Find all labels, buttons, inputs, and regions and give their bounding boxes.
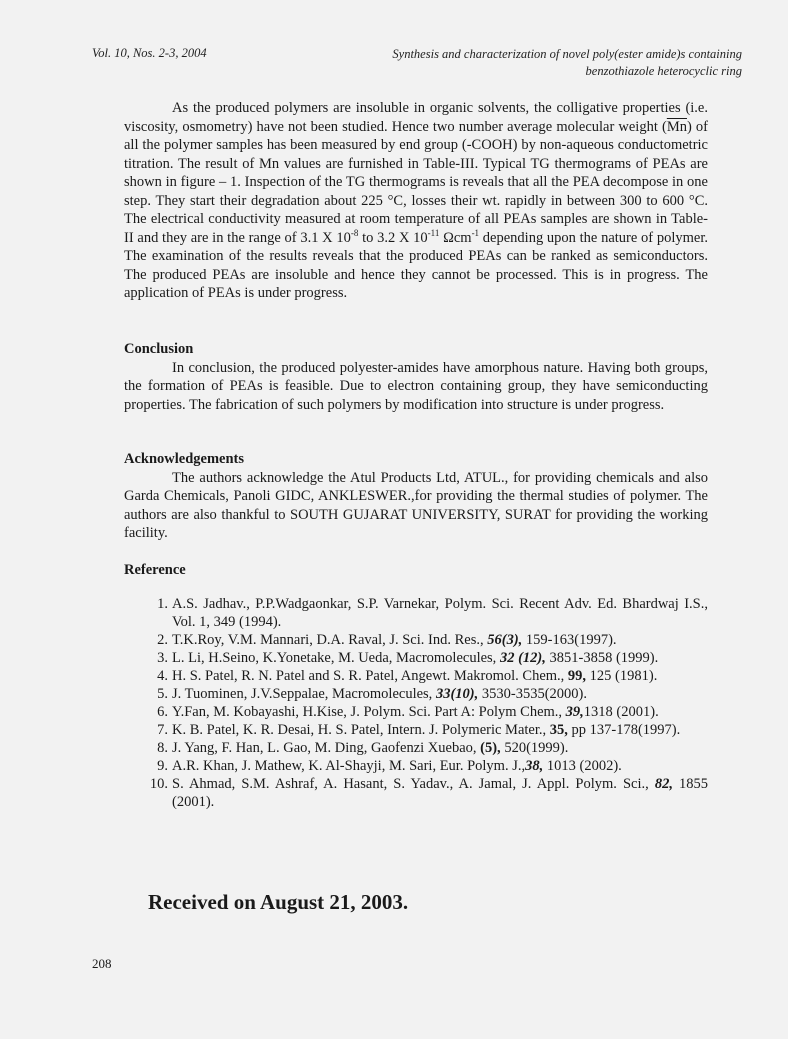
reference-pages: 520(1999). bbox=[500, 740, 569, 756]
reference-list bbox=[148, 595, 708, 811]
reference-text: A.R. Khan, J. Mathew, K. Al-Shayji, M. Sari, Eur. Polym. J., bbox=[172, 758, 526, 774]
conclusion-text: In conclusion, the produced polyester-amides have amorphous nature. Having both groups, the formation of PEAs is feasible. Due to electron containing group, they have semiconducting properties. The fabrication of such polymers by modification into structure is under progress. bbox=[124, 359, 708, 413]
page-number: 208 bbox=[92, 956, 112, 971]
reference-item bbox=[148, 595, 708, 631]
reference-pages: 125 (1981). bbox=[586, 668, 658, 684]
reference-number: 8. bbox=[157, 740, 168, 756]
reference-pages: 3530-3535(2000). bbox=[478, 686, 587, 702]
reference-pages: 1318 (2001). bbox=[583, 704, 659, 720]
reference-text: L. Li, H.Seino, K.Yonetake, M. Ueda, Macromolecules, bbox=[172, 650, 500, 666]
mn-overline: $\overline{Mn}$ bbox=[666, 118, 687, 135]
reference-section bbox=[124, 561, 708, 580]
reference-text: Y.Fan, M. Kobayashi, H.Kise, J. Polym. Sci. Part A: Polym Chem., bbox=[172, 704, 566, 720]
reference-text: A.S. Jadhav., P.P.Wadgaonkar, S.P. Varnekar, Polym. Sci. Recent Adv. Ed. Bhardwaj I.S., Vol. 1, 349 (1994). bbox=[172, 596, 708, 630]
reference-item bbox=[148, 667, 708, 685]
exponent-1: -8 bbox=[350, 227, 359, 238]
reference-volume: 38, bbox=[525, 758, 544, 774]
p1-text-b: ) of all the polymer samples has been measured by end group (-COOH) by non-aqueous conductometric titration. The result of Mn values are furnished in Table-III. Typical TG thermograms of PEAs are shown in figure – 1. Inspection of the TG thermograms is reveals that all the PEA decompose in one step. They start their degradation about 225 °C, losses their wt. rapidly in between 300 to 600 °C. The electrical conductivity measured at room temperature of all PEAs samples are shown in Table-II and they are in the range of 3.1 X 10 bbox=[124, 118, 708, 246]
reference-item bbox=[148, 721, 708, 739]
reference-number: 4. bbox=[157, 668, 168, 684]
acknowledgements-text: The authors acknowledge the Atul Products Ltd, ATUL., for providing chemicals and also Garda Chemicals, Panoli GIDC, ANKLESWER.,for providing the thermal studies of polymer. The authors are also thankful to SOUTH GUJARAT UNIVERSITY, SURAT for providing the working facility. bbox=[124, 469, 708, 541]
results-paragraph bbox=[124, 99, 708, 303]
reference-text: S. Ahmad, S.M. Ashraf, A. Hasant, S. Yadav., A. Jamal, J. Appl. Polym. Sci., bbox=[172, 776, 655, 792]
reference-volume: 32 (12), bbox=[499, 650, 546, 666]
acknowledgements-heading: Acknowledgements bbox=[124, 451, 245, 467]
reference-pages: pp 137-178(1997). bbox=[567, 722, 681, 738]
reference-volume: 33(10), bbox=[435, 686, 479, 702]
reference-text: K. B. Patel, K. R. Desai, H. S. Patel, Intern. J. Polymeric Mater., bbox=[172, 722, 550, 738]
reference-pages: 159-163(1997). bbox=[522, 632, 617, 648]
reference-pages: 3851-3858 (1999). bbox=[545, 650, 659, 666]
reference-item bbox=[148, 757, 708, 775]
reference-text: J. Yang, F. Han, L. Gao, M. Ding, Gaofenzi Xuebao, bbox=[172, 740, 481, 756]
reference-pages: 1013 (2002). bbox=[543, 758, 622, 774]
exponent-3: -1 bbox=[471, 227, 480, 238]
reference-heading: Reference bbox=[124, 562, 186, 578]
running-header-left: Vol. 10, Nos. 2-3, 2004 bbox=[92, 46, 207, 60]
reference-volume: 39, bbox=[565, 704, 584, 720]
exponent-2: -11 bbox=[427, 227, 440, 238]
reference-text: J. Tuominen, J.V.Seppalae, Macromolecules, bbox=[172, 686, 436, 702]
p1-text-e: depending upon the nature of polymer. The examination of the results reveals that the produced PEAs can be ranked as semiconductors. The produced PEAs are insoluble and hence they cannot be processed. This is in progress. The application of PEAs is under progress. bbox=[124, 229, 708, 301]
running-header-title-line1: Synthesis and characterization of novel poly(ester amide)s containing bbox=[392, 47, 742, 61]
reference-item bbox=[148, 703, 708, 721]
reference-number: 2. bbox=[157, 632, 168, 648]
reference-volume: (5), bbox=[480, 740, 501, 756]
conclusion-heading: Conclusion bbox=[124, 341, 194, 357]
received-date: Received on August 21, 2003. bbox=[148, 890, 409, 914]
reference-text: T.K.Roy, V.M. Mannari, D.A. Raval, J. Sci. Ind. Res., bbox=[172, 632, 488, 648]
reference-number: 1. bbox=[157, 596, 168, 612]
reference-pages: 1855 (2001). bbox=[172, 776, 709, 810]
reference-number: 9. bbox=[157, 758, 168, 774]
reference-volume: 82, bbox=[654, 776, 673, 792]
acknowledgements-paragraph bbox=[124, 469, 708, 543]
reference-item bbox=[148, 775, 708, 811]
p1-text-c: to 3.2 X 10 bbox=[358, 229, 428, 246]
reference-item bbox=[148, 685, 708, 703]
reference-text: H. S. Patel, R. N. Patel and S. R. Patel, Angewt. Makromol. Chem., bbox=[172, 668, 568, 684]
reference-number: 3. bbox=[157, 650, 168, 666]
reference-number: 5. bbox=[157, 686, 168, 702]
running-header-right bbox=[322, 46, 742, 80]
reference-number: 6. bbox=[157, 704, 168, 720]
reference-number: 7. bbox=[157, 722, 168, 738]
conclusion-section bbox=[124, 340, 708, 414]
reference-item bbox=[148, 631, 708, 649]
reference-number: 10. bbox=[149, 776, 168, 792]
reference-volume: 35, bbox=[549, 722, 568, 738]
reference-item bbox=[148, 649, 708, 667]
reference-volume: 99, bbox=[567, 668, 587, 684]
reference-item bbox=[148, 739, 708, 757]
acknowledgements-section bbox=[124, 450, 708, 543]
conclusion-paragraph bbox=[124, 359, 708, 415]
p1-text-a: As the produced polymers are insoluble in organic solvents, the colligative properties (i.e. viscosity, osmometry) have not been studied. Hence two number average molecular weight ( bbox=[124, 100, 708, 135]
reference-volume: 56(3), bbox=[487, 632, 523, 648]
running-header-title-line2: benzothiazole heterocyclic ring bbox=[585, 64, 742, 78]
p1-text-d: Ωcm bbox=[439, 229, 472, 246]
